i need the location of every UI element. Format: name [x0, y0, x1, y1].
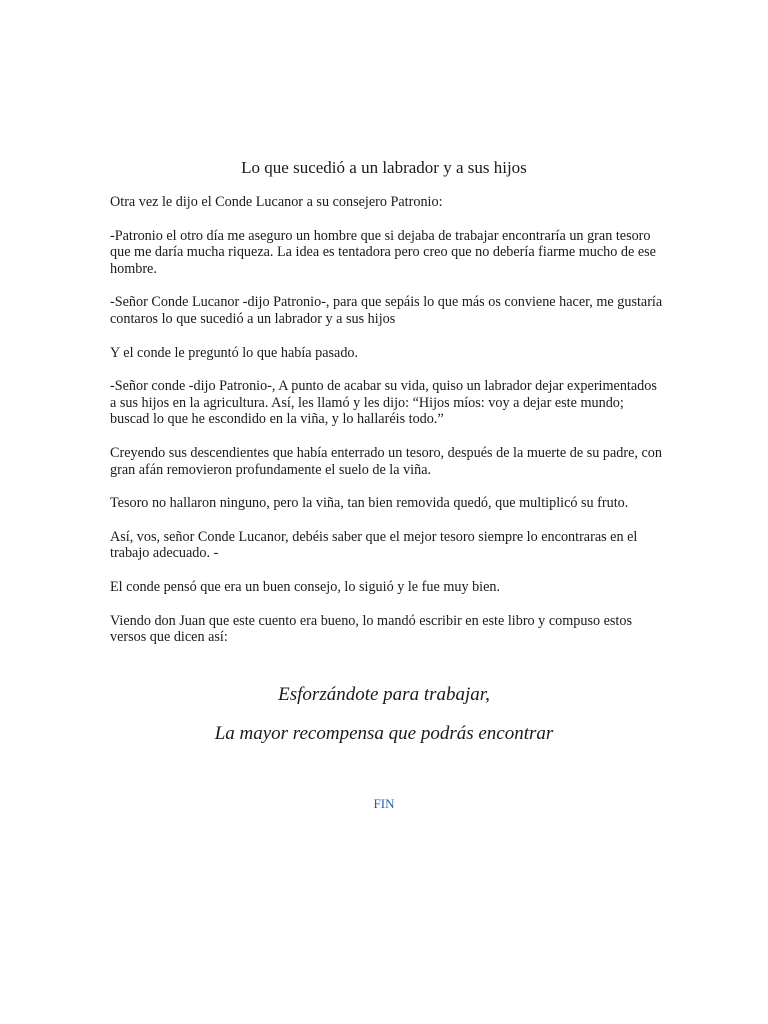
paragraph: Tesoro no hallaron ninguno, pero la viña, tan bien removida quedó, que multiplicó su fruto. [110, 495, 629, 512]
paragraph: Otra vez le dijo el Conde Lucanor a su consejero Patronio: [110, 194, 443, 210]
paragraph: Y el conde le preguntó lo que había pasado. [110, 344, 359, 361]
paragraph: -Señor conde -dijo Patronio-, A punto de acabar su vida, quiso un labrador dejar experimentados a sus hijos en la agricultura. Así, les llamó y les dijo: “Hijos míos: voy a dejar este mundo; buscad lo que he escondido en la viña, y lo hallaréis todo.” [110, 378, 657, 428]
paragraph: El conde pensó que era un buen consejo, lo siguió y le fue muy bien. [110, 578, 501, 595]
verse-line: La mayor recompensa que podrás encontrar [214, 723, 554, 744]
paragraph: Viendo don Juan que este cuento era bueno, lo mandó escribir en este libro y compuso estos versos que dicen así: [110, 612, 632, 646]
end-label: FIN [373, 796, 395, 811]
paragraph: -Patronio el otro día me aseguro un hombre que si dejaba de trabajar encontraría un gran tesoro que me daría mucha riqueza. La idea es tentadora pero creo que no debería fiarme mucho de ese hombre. [110, 227, 656, 277]
paragraph: Así, vos, señor Conde Lucanor, debéis saber que el mejor tesoro siempre lo encontraras en el trabajo adecuado. - [110, 528, 638, 562]
paragraph: Creyendo sus descendientes que había enterrado un tesoro, después de la muerte de su padre, con gran afán removieron profundamente el suelo de la viña. [110, 444, 662, 478]
verse-line: Esforzándote para trabajar, [278, 684, 490, 705]
paragraph: -Señor Conde Lucanor -dijo Patronio-, para que sepáis lo que más os conviene hacer, me gustaría contaros lo que sucedió a un labrador y a sus hijos [110, 294, 663, 327]
document-title: Lo que sucedió a un labrador y a sus hijos [241, 158, 527, 177]
document-body [110, 194, 665, 663]
